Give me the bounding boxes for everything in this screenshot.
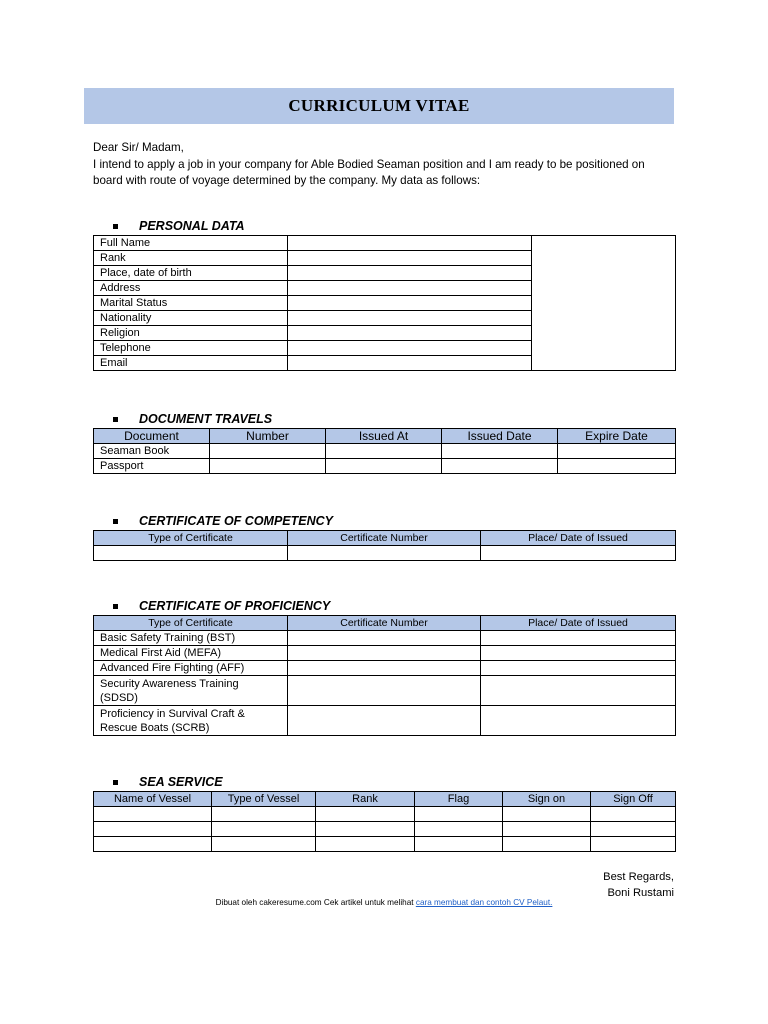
table-header-row bbox=[94, 531, 676, 546]
sea-service-table bbox=[93, 791, 676, 852]
table-cell[interactable] bbox=[212, 822, 316, 837]
table-cell[interactable] bbox=[558, 459, 676, 474]
column-header: Type of Certificate bbox=[94, 531, 288, 546]
row-label: Advanced Fire Fighting (AFF) bbox=[94, 661, 288, 676]
row-label-line: (SDSD) bbox=[100, 692, 138, 704]
table-cell[interactable] bbox=[503, 822, 591, 837]
table-cell[interactable] bbox=[481, 706, 676, 736]
section-heading-label: CERTIFICATE OF COMPETENCY bbox=[139, 514, 333, 528]
table-cell[interactable] bbox=[481, 546, 676, 561]
section-heading-label: CERTIFICATE OF PROFICIENCY bbox=[139, 599, 331, 613]
footer-note bbox=[0, 898, 768, 907]
table-cell[interactable] bbox=[212, 807, 316, 822]
bullet-icon bbox=[113, 519, 118, 524]
table-cell[interactable] bbox=[316, 822, 415, 837]
field-label: Place, date of birth bbox=[94, 266, 288, 281]
table-row bbox=[94, 631, 676, 646]
table-cell[interactable] bbox=[288, 546, 481, 561]
section-heading-sea-service bbox=[113, 775, 223, 789]
field-label: Address bbox=[94, 281, 288, 296]
section-heading-label: PERSONAL DATA bbox=[139, 219, 245, 233]
column-header: Type of Certificate bbox=[94, 616, 288, 631]
table-row bbox=[94, 822, 676, 837]
table-header-row bbox=[94, 429, 676, 444]
field-value[interactable] bbox=[288, 251, 532, 266]
row-label-line: Proficiency in Survival Craft & bbox=[100, 708, 245, 720]
table-cell[interactable] bbox=[210, 444, 326, 459]
table-row bbox=[94, 459, 676, 474]
field-label: Marital Status bbox=[94, 296, 288, 311]
column-header: Rank bbox=[316, 792, 415, 807]
column-header: Place/ Date of Issued bbox=[481, 531, 676, 546]
table-row bbox=[94, 444, 676, 459]
column-header: Issued At bbox=[326, 429, 442, 444]
table-cell[interactable] bbox=[210, 459, 326, 474]
footer-link[interactable]: cara membuat dan contoh CV Pelaut. bbox=[415, 898, 553, 907]
bullet-icon bbox=[113, 417, 118, 422]
bullet-icon bbox=[113, 604, 118, 609]
table-cell[interactable] bbox=[288, 661, 481, 676]
intro-greeting: Dear Sir/ Madam, bbox=[93, 141, 184, 154]
intro-paragraph bbox=[93, 140, 673, 190]
column-header: Certificate Number bbox=[288, 531, 481, 546]
table-row bbox=[94, 646, 676, 661]
table-cell[interactable] bbox=[326, 459, 442, 474]
row-label: Medical First Aid (MEFA) bbox=[94, 646, 288, 661]
row-label-line: Security Awareness Training bbox=[100, 678, 239, 690]
column-header: Expire Date bbox=[558, 429, 676, 444]
closing-signature bbox=[603, 870, 674, 901]
table-header-row bbox=[94, 792, 676, 807]
table-cell[interactable] bbox=[94, 807, 212, 822]
column-header: Sign on bbox=[503, 792, 591, 807]
document-travels-table bbox=[93, 428, 676, 474]
bullet-icon bbox=[113, 224, 118, 229]
footer-text: Dibuat oleh cakeresume.com Cek artikel untuk melihat bbox=[215, 898, 414, 907]
row-label bbox=[94, 706, 288, 736]
page-title: CURRICULUM VITAE bbox=[288, 96, 470, 115]
field-label: Email bbox=[94, 356, 288, 371]
table-row bbox=[94, 837, 676, 852]
table-cell[interactable] bbox=[481, 646, 676, 661]
row-label: Passport bbox=[94, 459, 210, 474]
table-cell[interactable] bbox=[415, 807, 503, 822]
section-heading-documents bbox=[113, 412, 272, 426]
column-header: Certificate Number bbox=[288, 616, 481, 631]
section-heading-personal bbox=[113, 219, 245, 233]
row-label: Seaman Book bbox=[94, 444, 210, 459]
column-header: Number bbox=[210, 429, 326, 444]
table-cell[interactable] bbox=[94, 837, 212, 852]
table-cell[interactable] bbox=[503, 837, 591, 852]
intro-line-2: board with route of voyage determined by the company. My data as follows: bbox=[93, 174, 481, 187]
field-label: Nationality bbox=[94, 311, 288, 326]
table-cell[interactable] bbox=[591, 807, 676, 822]
column-header: Document bbox=[94, 429, 210, 444]
field-label: Religion bbox=[94, 326, 288, 341]
table-header-row bbox=[94, 616, 676, 631]
table-cell[interactable] bbox=[503, 807, 591, 822]
table-row bbox=[94, 807, 676, 822]
field-value[interactable] bbox=[288, 326, 532, 341]
table-row bbox=[94, 706, 676, 736]
column-header: Sign Off bbox=[591, 792, 676, 807]
field-label: Telephone bbox=[94, 341, 288, 356]
table-row bbox=[94, 236, 676, 251]
table-cell[interactable] bbox=[442, 444, 558, 459]
field-value[interactable] bbox=[288, 266, 532, 281]
section-heading-label: SEA SERVICE bbox=[139, 775, 223, 789]
section-heading-competency bbox=[113, 514, 333, 528]
table-cell[interactable] bbox=[326, 444, 442, 459]
table-cell[interactable] bbox=[481, 661, 676, 676]
row-label: Basic Safety Training (BST) bbox=[94, 631, 288, 646]
table-row bbox=[94, 546, 676, 561]
bullet-icon bbox=[113, 780, 118, 785]
section-heading-label: DOCUMENT TRAVELS bbox=[139, 412, 273, 426]
table-cell[interactable] bbox=[442, 459, 558, 474]
field-value[interactable] bbox=[288, 311, 532, 326]
row-label bbox=[94, 676, 288, 706]
column-header: Type of Vessel bbox=[212, 792, 316, 807]
table-cell[interactable] bbox=[415, 822, 503, 837]
row-label-line: Rescue Boats (SCRB) bbox=[100, 722, 210, 734]
closing-regards: Best Regards, bbox=[603, 871, 674, 883]
table-cell[interactable] bbox=[481, 676, 676, 706]
table-cell[interactable] bbox=[94, 546, 288, 561]
table-cell[interactable] bbox=[316, 837, 415, 852]
table-cell[interactable] bbox=[316, 807, 415, 822]
personal-data-table bbox=[93, 235, 676, 371]
table-cell[interactable] bbox=[288, 676, 481, 706]
table-cell[interactable] bbox=[558, 444, 676, 459]
competency-table bbox=[93, 530, 676, 561]
photo-box bbox=[532, 236, 676, 371]
field-value[interactable] bbox=[288, 281, 532, 296]
field-value[interactable] bbox=[288, 341, 532, 356]
section-heading-proficiency bbox=[113, 599, 330, 613]
column-header: Place/ Date of Issued bbox=[481, 616, 676, 631]
field-value[interactable] bbox=[288, 296, 532, 311]
table-row bbox=[94, 676, 676, 706]
field-label: Rank bbox=[94, 251, 288, 266]
column-header: Name of Vessel bbox=[94, 792, 212, 807]
field-value[interactable] bbox=[288, 236, 532, 251]
table-cell[interactable] bbox=[288, 646, 481, 661]
column-header: Issued Date bbox=[442, 429, 558, 444]
table-cell[interactable] bbox=[288, 631, 481, 646]
table-cell[interactable] bbox=[94, 822, 212, 837]
field-label: Full Name bbox=[94, 236, 288, 251]
table-cell[interactable] bbox=[212, 837, 316, 852]
title-banner bbox=[84, 88, 674, 124]
table-cell[interactable] bbox=[591, 837, 676, 852]
table-cell[interactable] bbox=[591, 822, 676, 837]
table-cell[interactable] bbox=[288, 706, 481, 736]
field-value[interactable] bbox=[288, 356, 532, 371]
intro-line-1: I intend to apply a job in your company for Able Bodied Seaman position and I am ready to be positioned on bbox=[93, 157, 645, 171]
table-cell[interactable] bbox=[481, 631, 676, 646]
proficiency-table bbox=[93, 615, 676, 736]
closing-name: Boni Rustami bbox=[607, 886, 674, 899]
column-header: Flag bbox=[415, 792, 503, 807]
table-cell[interactable] bbox=[415, 837, 503, 852]
table-row bbox=[94, 661, 676, 676]
